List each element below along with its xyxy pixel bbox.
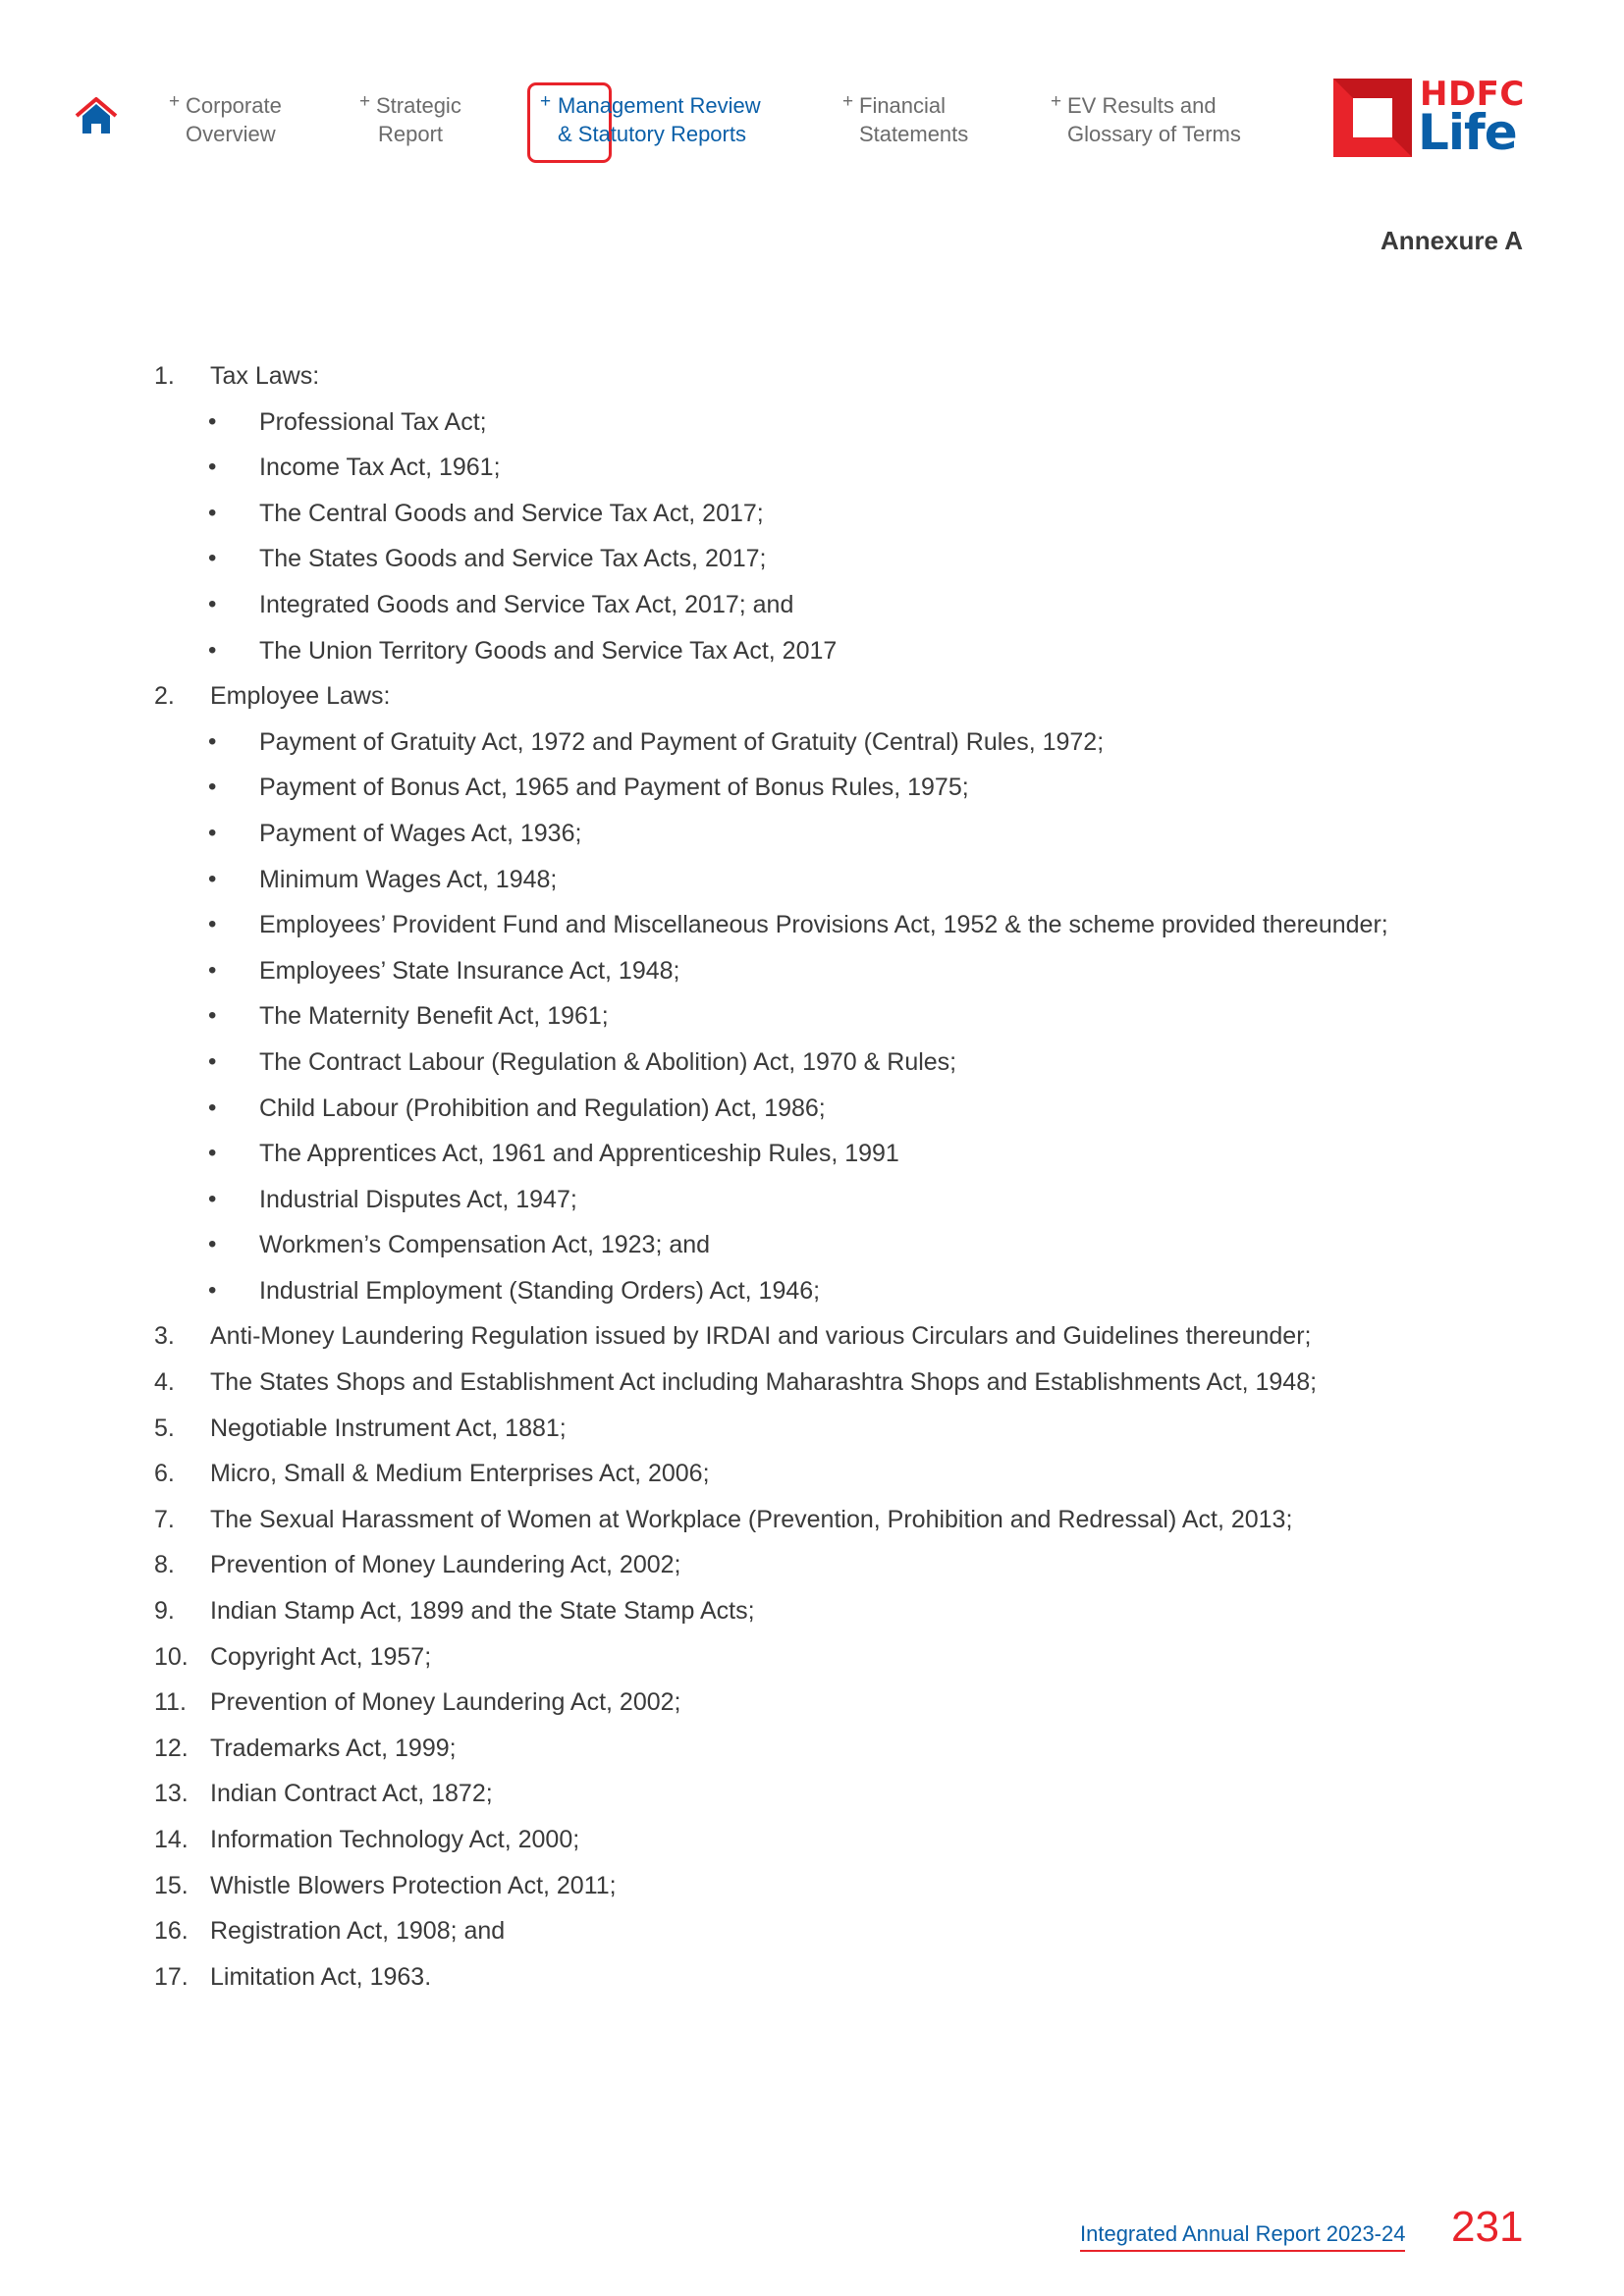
list-item-text: Negotiable Instrument Act, 1881; [210,1414,567,1442]
list-item-number: 14. [154,1826,189,1853]
list-item-text: Limitation Act, 1963. [210,1962,432,1991]
sub-list-item-text: Income Tax Act, 1961; [259,454,501,482]
list-item-text: Indian Contract Act, 1872; [210,1780,493,1808]
bullet-icon: • [208,956,217,984]
plus-icon: + [359,91,371,112]
bullet-icon: • [208,911,217,938]
list-item [0,1588,1624,1634]
report-title-footer[interactable]: Integrated Annual Report 2023-24 [1080,2221,1405,2252]
list-item-text: Whistle Blowers Protection Act, 2011; [210,1871,617,1899]
list-item-text: Registration Act, 1908; and [210,1917,506,1946]
sub-list-item [0,993,1624,1040]
list-item [0,1726,1624,1772]
logo-text-hdfc: HDFC [1420,75,1525,114]
list-item-number: 9. [154,1597,175,1626]
list-item [0,1360,1624,1406]
list-item-number: 15. [154,1871,189,1899]
bullet-icon: • [208,590,217,617]
logo-mark-icon [1333,79,1412,157]
statutes-list [0,353,1624,2000]
sub-list-item [0,1040,1624,1086]
list-item [0,1542,1624,1588]
hdfc-life-logo [1333,77,1530,161]
sub-list-item-text: Child Labour (Prohibition and Regulation) Act, 1986; [259,1094,826,1122]
sub-list-item [0,491,1624,537]
nav-label-line2: Overview [186,122,276,146]
list-item [0,1313,1624,1360]
list-item-text: The States Shops and Establishment Act including Maharashtra Shops and Establishments Act, 1948; [210,1368,1318,1397]
sub-list-item [0,811,1624,857]
nav-management-review[interactable] [540,91,761,148]
nav-financial-statements[interactable] [842,91,969,148]
list-item-text: The Sexual Harassment of Women at Workplace (Prevention, Prohibition and Redressal) Act, 2013; [210,1505,1293,1533]
list-item-text: Micro, Small & Medium Enterprises Act, 2006; [210,1460,710,1488]
sub-list-item [0,1131,1624,1177]
sub-list-item-text: The Union Territory Goods and Service Tax Act, 2017 [259,636,838,665]
list-item [0,673,1624,720]
bullet-icon: • [208,545,217,572]
list-item-number: 1. [154,362,175,390]
bullet-icon: • [208,774,217,801]
list-item-text: Information Technology Act, 2000; [210,1826,580,1853]
list-item-text: Tax Laws: [210,362,320,390]
list-item-text: Anti-Money Laundering Regulation issued by IRDAI and various Circulars and Guidelines thereunder; [210,1322,1312,1351]
nav-strategic-report[interactable] [359,91,461,148]
bullet-icon: • [208,727,217,755]
plus-icon: + [1051,91,1062,112]
bullet-icon: • [208,1094,217,1121]
bullet-icon: • [208,1231,217,1258]
bullet-icon: • [208,1047,217,1075]
sub-list-item [0,857,1624,903]
sub-list-item-text: Payment of Bonus Act, 1965 and Payment of Bonus Rules, 1975; [259,774,969,802]
list-item-text: Copyright Act, 1957; [210,1642,432,1671]
bullet-icon: • [208,1276,217,1304]
sub-list-item-text: Industrial Disputes Act, 1947; [259,1185,577,1213]
list-item [0,1817,1624,1863]
sub-list-item-text: Payment of Wages Act, 1936; [259,819,582,847]
bullet-icon: • [208,1185,217,1212]
sub-list-item [0,582,1624,628]
nav-label-line2: & Statutory Reports [558,122,746,146]
list-item-number: 6. [154,1460,175,1488]
plus-icon: + [842,91,854,112]
list-item [0,1634,1624,1681]
list-item [0,1451,1624,1497]
bullet-icon: • [208,407,217,435]
annexure-title: Annexure A [1380,226,1523,255]
sub-list-item [0,445,1624,491]
sub-list-item-text: Employees’ Provident Fund and Miscellaneous Provisions Act, 1952 & the scheme provided thereunder; [259,911,1388,939]
bullet-icon: • [208,1140,217,1167]
list-item-number: 2. [154,682,175,711]
sub-list-item [0,948,1624,994]
list-item-text: Trademarks Act, 1999; [210,1734,457,1762]
list-item [0,353,1624,400]
nav-label-line1: Financial [859,93,947,118]
sub-list-item-text: Professional Tax Act; [259,407,487,436]
sub-list-item [0,765,1624,811]
list-item-text: Prevention of Money Laundering Act, 2002; [210,1551,681,1579]
sub-list-item-text: Integrated Goods and Service Tax Act, 2017; and [259,590,794,618]
list-item-number: 17. [154,1962,189,1991]
plus-icon: + [169,91,181,112]
bullet-icon: • [208,499,217,526]
list-item-number: 11. [154,1688,187,1717]
list-item-number: 4. [154,1368,175,1397]
sub-list-item [0,1268,1624,1314]
list-item [0,1406,1624,1452]
list-item [0,1680,1624,1726]
sub-list-item [0,536,1624,582]
list-item [0,1908,1624,1954]
list-item-text: Indian Stamp Act, 1899 and the State Stamp Acts; [210,1597,755,1626]
list-item [0,1771,1624,1817]
list-item-number: 13. [154,1780,189,1808]
sub-list-item [0,628,1624,674]
bullet-icon: • [208,636,217,664]
nav-label-line2: Report [378,122,444,146]
bullet-icon: • [208,454,217,481]
list-item-number: 10. [154,1642,189,1671]
bullet-icon: • [208,865,217,892]
sub-list-item-text: Industrial Employment (Standing Orders) Act, 1946; [259,1276,821,1305]
list-item [0,1497,1624,1543]
plus-icon: + [540,91,552,112]
sub-list-item [0,902,1624,948]
list-item-number: 3. [154,1322,175,1351]
page-number: 231 [1451,2203,1524,2251]
nav-ev-results[interactable] [1051,91,1241,148]
bullet-icon: • [208,1002,217,1030]
bullet-icon: • [208,819,217,846]
sub-list-item-text: The States Goods and Service Tax Acts, 2017; [259,545,767,573]
list-item-text: Prevention of Money Laundering Act, 2002; [210,1688,681,1717]
sub-list-item-text: The Maternity Benefit Act, 1961; [259,1002,609,1031]
sub-list-item-text: Payment of Gratuity Act, 1972 and Payment of Gratuity (Central) Rules, 1972; [259,727,1105,756]
sub-list-item [0,1177,1624,1223]
nav-label-line2: Statements [859,122,969,146]
list-item [0,1954,1624,2001]
list-item-number: 12. [154,1734,189,1762]
home-icon[interactable] [73,94,120,137]
sub-list-item-text: The Apprentices Act, 1961 and Apprenticeship Rules, 1991 [259,1140,899,1168]
list-item [0,1863,1624,1909]
sub-list-item [0,720,1624,766]
sub-list-item [0,1222,1624,1268]
list-item-number: 16. [154,1917,189,1946]
sub-list-item-text: The Contract Labour (Regulation & Abolition) Act, 1970 & Rules; [259,1047,957,1076]
nav-label-line1: Management Review [558,93,761,118]
sub-list-item-text: Minimum Wages Act, 1948; [259,865,558,893]
sub-list-item-text: Workmen’s Compensation Act, 1923; and [259,1231,711,1259]
sub-list-item [0,400,1624,446]
list-item-number: 7. [154,1505,175,1533]
nav-label-line2: Glossary of Terms [1067,122,1241,146]
nav-label-line1: Corporate [186,93,282,118]
nav-label-line1: Strategic [376,93,461,118]
sub-list-item-text: Employees’ State Insurance Act, 1948; [259,956,680,985]
logo-text-life: Life [1418,104,1517,161]
list-item-number: 5. [154,1414,175,1442]
list-item-number: 8. [154,1551,175,1579]
nav-label-line1: EV Results and [1067,93,1217,118]
list-item-text: Employee Laws: [210,682,391,711]
sub-list-item [0,1086,1624,1132]
nav-corporate-overview[interactable] [169,91,282,148]
sub-list-item-text: The Central Goods and Service Tax Act, 2017; [259,499,764,527]
